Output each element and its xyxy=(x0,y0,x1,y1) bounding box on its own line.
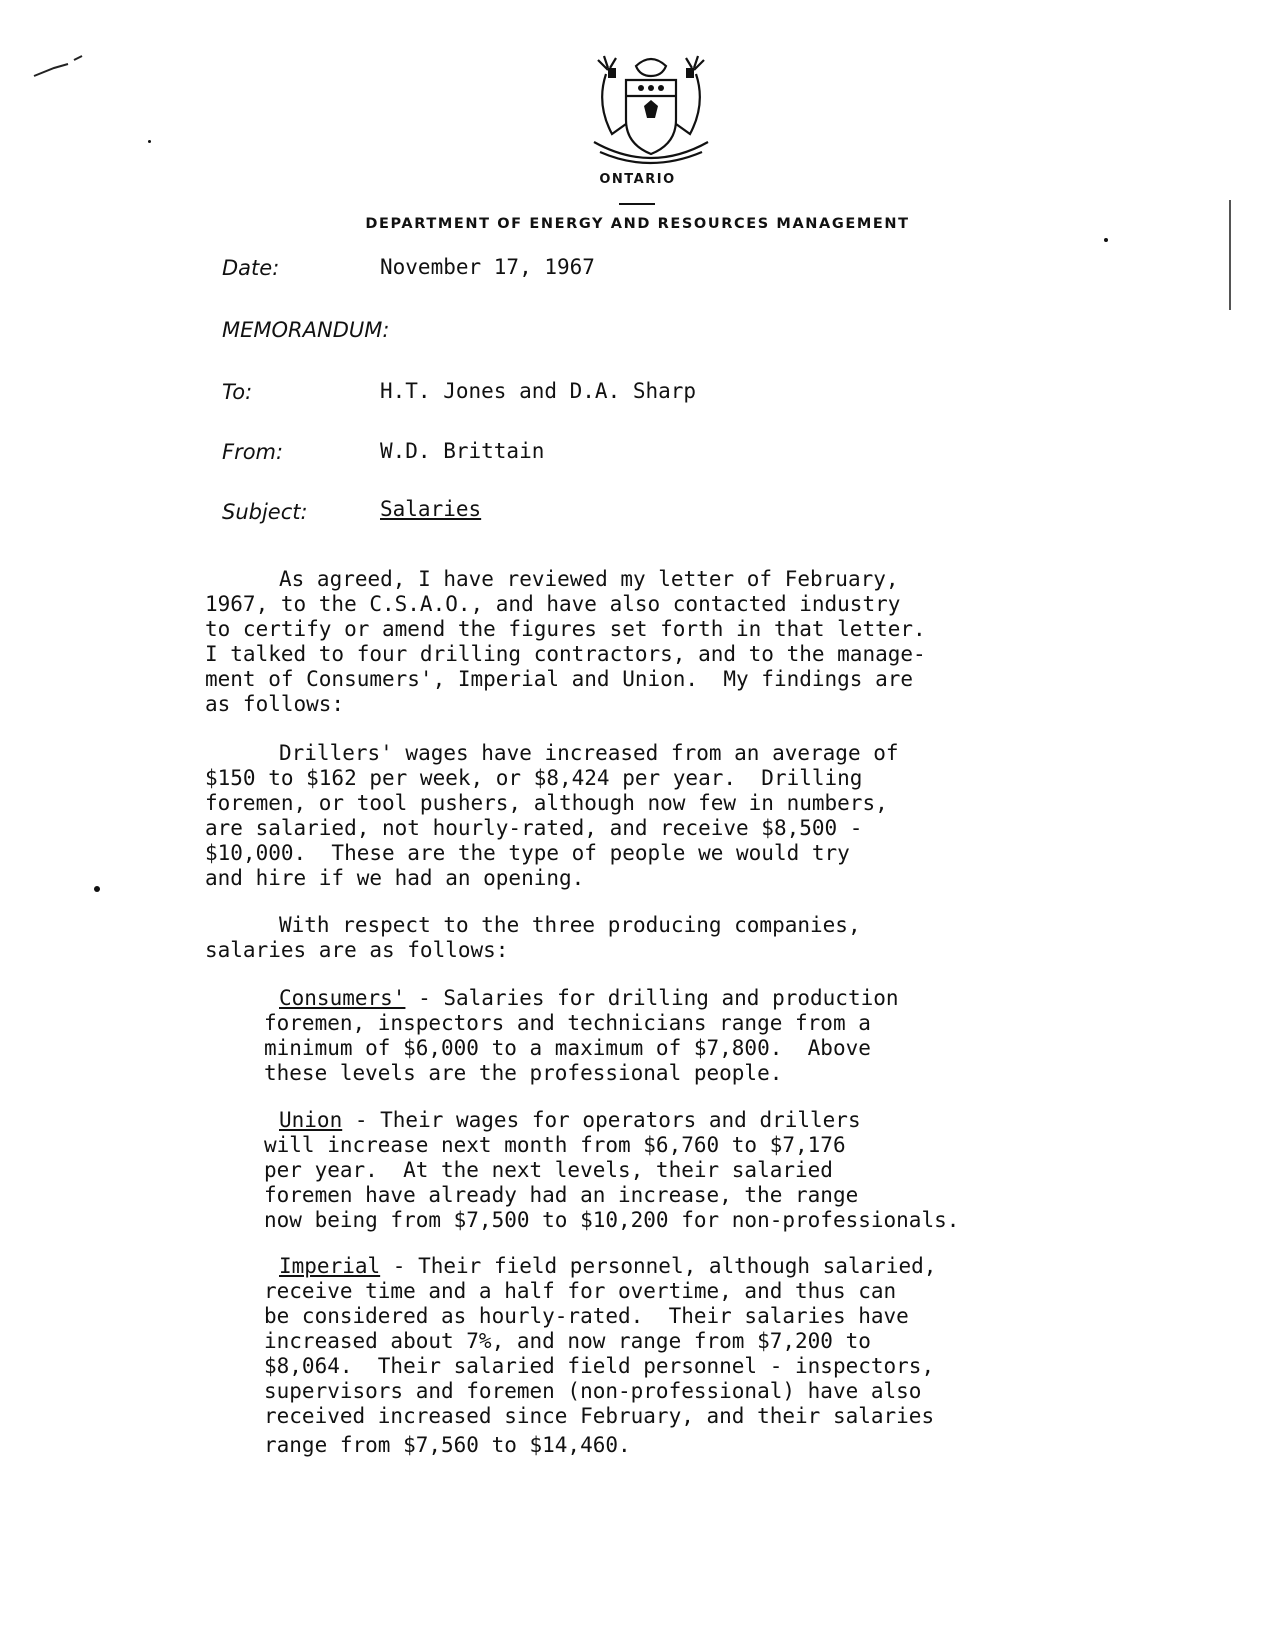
text-line: will increase next month from $6,760 to $7,176 xyxy=(264,1133,846,1157)
scan-dot-mark xyxy=(94,886,100,892)
text-line: supervisors and foremen (non-professional) have also xyxy=(264,1379,922,1403)
date-value: November 17, 1967 xyxy=(380,255,595,279)
subject-label: Subject: xyxy=(222,500,308,524)
province-name: ONTARIO xyxy=(599,172,676,187)
company-name-union: Union xyxy=(279,1108,343,1132)
text-line: now being from $7,500 to $10,200 for non-professionals. xyxy=(264,1208,960,1232)
text-line: are salaried, not hourly-rated, and receive $8,500 - xyxy=(205,816,863,840)
text-line: received increased since February, and their salaries xyxy=(264,1404,935,1428)
company-name-consumers: Consumers' xyxy=(279,986,406,1010)
scan-edge-mark xyxy=(1229,200,1231,310)
text-line: With respect to the three producing companies, xyxy=(279,913,861,937)
ontario-coat-of-arms-icon xyxy=(586,52,716,170)
text-line: these levels are the professional people. xyxy=(264,1061,783,1085)
scan-speck-mark xyxy=(30,50,110,90)
scan-dot-mark xyxy=(148,140,151,143)
text-line: Union - Their wages for operators and drillers xyxy=(279,1108,861,1132)
text-line: range from $7,560 to $14,460. xyxy=(264,1433,631,1457)
company-name-imperial: Imperial xyxy=(279,1254,381,1278)
text-line: Drillers' wages have increased from an average of xyxy=(279,741,899,765)
text-line: be considered as hourly-rated. Their salaries have xyxy=(264,1304,909,1328)
department-name: DEPARTMENT OF ENERGY AND RESOURCES MANAGEMENT xyxy=(365,216,910,232)
subject-value: Salaries xyxy=(380,497,482,521)
text-line: foremen have already had an increase, the range xyxy=(264,1183,859,1207)
text-line: increased about 7%, and now range from $7,200 to xyxy=(264,1329,871,1353)
scan-dot-mark xyxy=(1104,238,1108,242)
text-line: foremen, inspectors and technicians range from a xyxy=(264,1011,871,1035)
text-line: $8,064. Their salaried field personnel - inspectors, xyxy=(264,1354,935,1378)
text-line: foremen, or tool pushers, although now few in numbers, xyxy=(205,791,888,815)
from-label: From: xyxy=(222,440,284,464)
text-line: minimum of $6,000 to a maximum of $7,800. Above xyxy=(264,1036,871,1060)
memorandum-label: MEMORANDUM: xyxy=(222,318,390,342)
text-line: Imperial - Their field personnel, although salaried, xyxy=(279,1254,937,1278)
text-line: Consumers' - Salaries for drilling and production xyxy=(279,986,899,1010)
text-line: ment of Consumers', Imperial and Union. My findings are xyxy=(205,667,914,691)
text-line: as follows: xyxy=(205,692,345,716)
text-line: and hire if we had an opening. xyxy=(205,866,585,890)
to-value: H.T. Jones and D.A. Sharp xyxy=(380,379,697,403)
from-value: W.D. Brittain xyxy=(380,439,545,463)
letterhead-divider xyxy=(619,203,655,205)
text-line: I talked to four drilling contractors, and to the manage- xyxy=(205,642,926,666)
text-line: $10,000. These are the type of people we would try xyxy=(205,841,850,865)
text-line: 1967, to the C.S.A.O., and have also contacted industry xyxy=(205,592,901,616)
text-line: receive time and a half for overtime, and thus can xyxy=(264,1279,897,1303)
text-line: As agreed, I have reviewed my letter of February, xyxy=(279,567,899,591)
text-line: to certify or amend the figures set forth in that letter. xyxy=(205,617,926,641)
to-label: To: xyxy=(222,380,253,404)
date-label: Date: xyxy=(222,256,280,280)
text-line: per year. At the next levels, their salaried xyxy=(264,1158,833,1182)
text-line: salaries are as follows: xyxy=(205,938,509,962)
text-line: $150 to $162 per week, or $8,424 per year. Drilling xyxy=(205,766,863,790)
